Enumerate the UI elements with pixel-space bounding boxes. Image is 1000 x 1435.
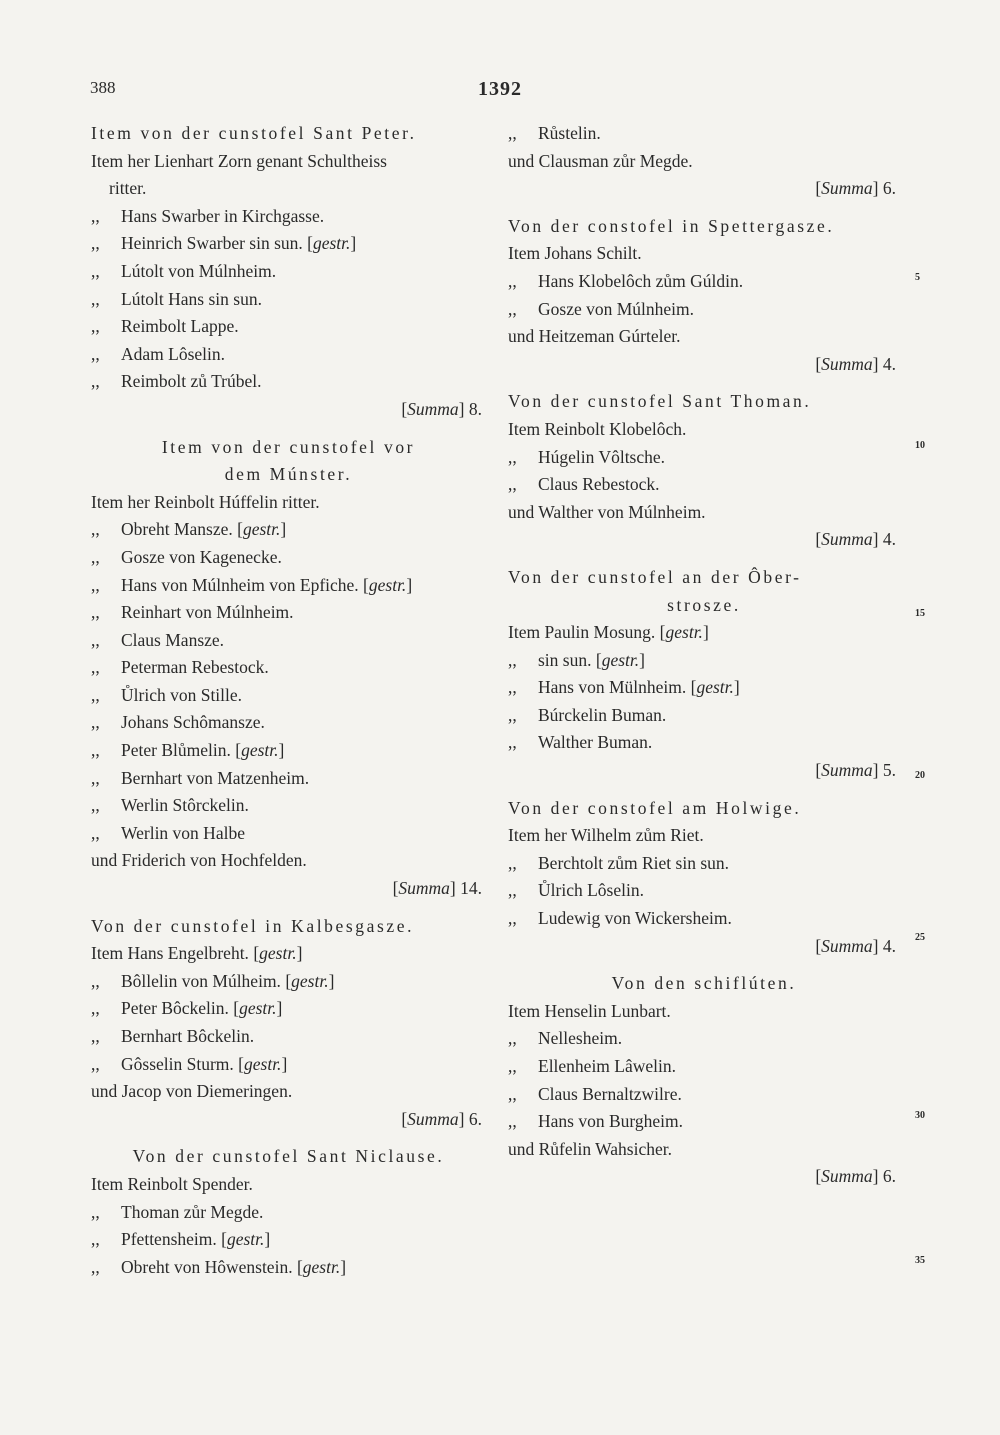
- ditto-mark: ,,: [91, 712, 100, 733]
- entry-text: Búrckelin Buman.: [538, 704, 667, 725]
- ditto-mark: ,,: [508, 474, 517, 495]
- entry-line: [508, 647, 900, 675]
- section-heading: Von der cunstofel an der Ôber-: [508, 566, 802, 587]
- ditto-mark: ,,: [508, 880, 517, 901]
- entry-line: ritter.: [109, 178, 147, 199]
- entry-line: und Růfelin Wahsicher.: [508, 1138, 673, 1159]
- entry-text: Ludewig von Wickersheim.: [538, 908, 732, 929]
- entry-line: [91, 544, 486, 572]
- entry-line: und Walther von Múlnheim.: [508, 501, 706, 522]
- entry-line: [508, 1053, 900, 1081]
- entry-line: [508, 877, 900, 905]
- section-heading: Von der cunstofel Sant Niclause.: [132, 1146, 445, 1167]
- entry-text: Růstelin.: [538, 123, 601, 143]
- entry-text: Hans von Burgheim.: [538, 1111, 684, 1132]
- entry-line: [91, 203, 486, 231]
- section-heading: dem Múnster.: [224, 464, 353, 485]
- entry-text: sin sun. [gestr.]: [538, 649, 645, 670]
- ditto-mark: ,,: [91, 767, 100, 788]
- entry-text: Peter Bôckelin. [gestr.]: [121, 998, 283, 1019]
- line-number: 5: [915, 272, 920, 283]
- entry-text: Ellenheim Lâwelin.: [538, 1056, 677, 1076]
- entry-text: Johans Schômansze.: [121, 712, 265, 733]
- entry-line: Item her Reinbolt Húffelin ritter.: [91, 491, 320, 512]
- line-number: 20: [915, 770, 925, 781]
- ditto-mark: ,,: [91, 1256, 100, 1277]
- entry-line: [91, 709, 486, 737]
- entry-text: Claus Rebestock.: [538, 474, 660, 495]
- entry-line: [91, 737, 486, 765]
- ditto-mark: ,,: [91, 1053, 100, 1074]
- entry-line: Item her Wilhelm zům Riet.: [508, 825, 704, 846]
- ditto-mark: ,,: [91, 998, 100, 1019]
- entry-line: [508, 120, 900, 148]
- section-sum: [Summa] 8.: [401, 398, 482, 419]
- section-sum: [Summa] 4.: [815, 529, 896, 550]
- ditto-mark: ,,: [91, 1026, 100, 1046]
- entry-text: Hans von Mülnheim. [gestr.]: [538, 677, 740, 698]
- ditto-mark: ,,: [91, 288, 100, 309]
- ditto-mark: ,,: [91, 740, 100, 761]
- entry-line: und Heitzeman Gúrteler.: [508, 326, 681, 347]
- ditto-mark: ,,: [91, 260, 100, 281]
- entry-line: [91, 1023, 486, 1051]
- entry-line: [91, 820, 486, 848]
- section-sum: [Summa] 6.: [815, 178, 896, 199]
- ditto-mark: ,,: [91, 316, 100, 337]
- section-heading: Von der constofel am Holwige.: [508, 797, 802, 818]
- entry-line: [91, 968, 486, 996]
- entry-text: Gosze von Kagenecke.: [121, 546, 282, 567]
- line-number: 10: [915, 440, 925, 451]
- entry-line: [91, 682, 486, 710]
- ditto-mark: ,,: [508, 852, 517, 873]
- entry-line: [91, 599, 486, 627]
- entry-line: [508, 296, 900, 324]
- entry-text: Lútolt von Múlnheim.: [121, 260, 277, 281]
- entry-line: [91, 627, 486, 655]
- entry-line: [91, 654, 486, 682]
- line-number: 15: [915, 608, 925, 619]
- entry-line: [91, 286, 486, 314]
- entry-line: [91, 995, 486, 1023]
- ditto-mark: ,,: [91, 684, 100, 705]
- ditto-mark: ,,: [91, 602, 100, 623]
- entry-line: Item Reinbolt Klobelôch.: [508, 418, 687, 439]
- entry-line: [91, 1199, 486, 1227]
- section-gap: [508, 378, 900, 388]
- section-heading: Von den schiflúten.: [611, 973, 797, 994]
- entry-line: und Clausman zůr Megde.: [508, 150, 693, 171]
- entry-text: Bernhart Bôckelin.: [121, 1026, 255, 1046]
- entry-text: Gosze von Múlnheim.: [538, 298, 695, 319]
- entry-text: Adam Lôselin.: [121, 343, 226, 364]
- entry-line: [91, 1226, 486, 1254]
- line-number: 35: [915, 1255, 925, 1266]
- ditto-mark: ,,: [508, 298, 517, 319]
- ditto-mark: ,,: [91, 371, 100, 392]
- section-gap: [91, 1133, 486, 1143]
- entry-text: Pfettensheim. [gestr.]: [121, 1229, 271, 1250]
- entry-text: Bôllelin von Múlheim. [gestr.]: [121, 970, 335, 991]
- ditto-mark: ,,: [508, 1056, 517, 1076]
- entry-line: [91, 1254, 486, 1282]
- entry-text: Claus Bernaltzwilre.: [538, 1083, 682, 1104]
- entry-text: Heinrich Swarber sin sun. [gestr.]: [121, 233, 357, 254]
- entry-line: und Jacop von Diemeringen.: [91, 1081, 293, 1102]
- entry-line: [508, 850, 900, 878]
- entry-line: [508, 1025, 900, 1053]
- ditto-mark: ,,: [508, 446, 517, 467]
- ditto-mark: ,,: [508, 270, 517, 291]
- entry-text: Hans von Múlnheim von Epfiche. [gestr.]: [121, 574, 413, 595]
- left-column: [91, 120, 486, 1281]
- ditto-mark: ,,: [508, 123, 517, 143]
- section-heading: Item von der cunstofel vor: [161, 436, 416, 457]
- entry-line: [91, 792, 486, 820]
- ditto-mark: ,,: [91, 657, 100, 678]
- section-heading: Von der cunstofel Sant Thoman.: [508, 391, 812, 412]
- entry-text: Claus Mansze.: [121, 629, 225, 650]
- line-number: 25: [915, 932, 925, 943]
- entry-text: Reimbolt zů Trúbel.: [121, 371, 262, 392]
- section-gap: [91, 903, 486, 913]
- section-gap: [508, 554, 900, 564]
- entry-text: Peterman Rebestock.: [121, 657, 269, 678]
- right-column: [508, 120, 900, 1191]
- ditto-mark: ,,: [91, 233, 100, 254]
- entry-text: Obreht von Hôwenstein. [gestr.]: [121, 1256, 347, 1277]
- section-sum: [Summa] 14.: [392, 878, 482, 899]
- section-sum: [Summa] 4.: [815, 935, 896, 956]
- section-gap: [508, 785, 900, 795]
- entry-text: Obreht Mansze. [gestr.]: [121, 519, 287, 540]
- ditto-mark: ,,: [508, 704, 517, 725]
- ditto-mark: ,,: [508, 1111, 517, 1132]
- section-heading: strosze.: [667, 594, 741, 615]
- ditto-mark: ,,: [91, 574, 100, 595]
- section-sum: [Summa] 5.: [815, 760, 896, 781]
- entry-line: [91, 341, 486, 369]
- section-heading: Item von der cunstofel Sant Peter.: [91, 123, 417, 143]
- entry-text: Peter Blůmelin. [gestr.]: [121, 740, 285, 761]
- entry-text: Ůlrich von Stille.: [121, 684, 243, 705]
- page-number: 388: [90, 78, 116, 97]
- entry-text: Gôsselin Sturm. [gestr.]: [121, 1053, 288, 1074]
- entry-text: Reimbolt Lappe.: [121, 316, 239, 337]
- entry-line: Item Reinbolt Spender.: [91, 1173, 253, 1194]
- line-number: 30: [915, 1110, 925, 1121]
- ditto-mark: ,,: [91, 970, 100, 991]
- entry-text: Berchtolt zům Riet sin sun.: [538, 852, 730, 873]
- section-sum: [Summa] 4.: [815, 353, 896, 374]
- ditto-mark: ,,: [508, 649, 517, 670]
- entry-line: Item Hans Engelbreht. [gestr.]: [91, 943, 303, 964]
- ditto-mark: ,,: [508, 1083, 517, 1104]
- ditto-mark: ,,: [508, 677, 517, 698]
- ditto-mark: ,,: [91, 1201, 100, 1222]
- ditto-mark: ,,: [91, 795, 100, 816]
- section-heading: Von der cunstofel in Kalbesgasze.: [91, 915, 415, 936]
- entry-text: Húgelin Vôltsche.: [538, 446, 666, 467]
- entry-line: [91, 230, 486, 258]
- entry-line: [508, 702, 900, 730]
- entry-line: [508, 268, 900, 296]
- entry-text: Reinhart von Múlnheim.: [121, 602, 294, 623]
- entry-line: [508, 1108, 900, 1136]
- entry-line: Item Henselin Lunbart.: [508, 1000, 671, 1021]
- entry-line: [91, 765, 486, 793]
- ditto-mark: ,,: [91, 205, 100, 226]
- entry-line: und Friderich von Hochfelden.: [91, 850, 307, 871]
- entry-line: [91, 313, 486, 341]
- section-heading: Von der constofel in Spettergasze.: [508, 215, 835, 236]
- ditto-mark: ,,: [508, 908, 517, 929]
- ditto-mark: ,,: [91, 343, 100, 364]
- section-sum: [Summa] 6.: [401, 1108, 482, 1129]
- ditto-mark: ,,: [91, 546, 100, 567]
- ditto-mark: ,,: [91, 1229, 100, 1250]
- entry-line: [508, 444, 900, 472]
- entry-line: Item Paulin Mosung. [gestr.]: [508, 622, 709, 643]
- entry-text: Hans Klobelôch zům Gúldin.: [538, 270, 744, 291]
- entry-text: Walther Buman.: [538, 732, 653, 753]
- entry-text: Werlin von Halbe: [121, 822, 245, 843]
- ditto-mark: ,,: [91, 629, 100, 650]
- entry-line: [508, 729, 900, 757]
- entry-text: Ůlrich Lôselin.: [538, 880, 644, 901]
- entry-text: Werlin Stôrckelin.: [121, 795, 249, 816]
- entry-line: [508, 1081, 900, 1109]
- entry-line: [508, 674, 900, 702]
- ditto-mark: ,,: [91, 519, 100, 540]
- section-gap: [508, 203, 900, 213]
- section-sum: [Summa] 6.: [815, 1166, 896, 1187]
- ditto-mark: ,,: [508, 1028, 517, 1049]
- section-gap: [91, 424, 486, 434]
- entry-line: [91, 572, 486, 600]
- entry-text: Hans Swarber in Kirchgasse.: [121, 205, 325, 226]
- entry-line: [508, 905, 900, 933]
- entry-line: Item her Lienhart Zorn genant Schultheiss: [91, 150, 387, 171]
- entry-text: Lútolt Hans sin sun.: [121, 288, 262, 309]
- entry-line: [91, 258, 486, 286]
- entry-line: Item Johans Schilt.: [508, 243, 642, 264]
- entry-line: [508, 471, 900, 499]
- ditto-mark: ,,: [91, 822, 100, 843]
- entry-text: Thoman zůr Megde.: [121, 1201, 264, 1222]
- entry-text: Bernhart von Matzenheim.: [121, 767, 310, 788]
- entry-line: [91, 1051, 486, 1079]
- section-gap: [508, 960, 900, 970]
- entry-text: Nellesheim.: [538, 1028, 623, 1049]
- ditto-mark: ,,: [508, 732, 517, 753]
- page-year-heading: 1392: [478, 78, 522, 100]
- entry-line: [91, 516, 486, 544]
- entry-line: [91, 368, 486, 396]
